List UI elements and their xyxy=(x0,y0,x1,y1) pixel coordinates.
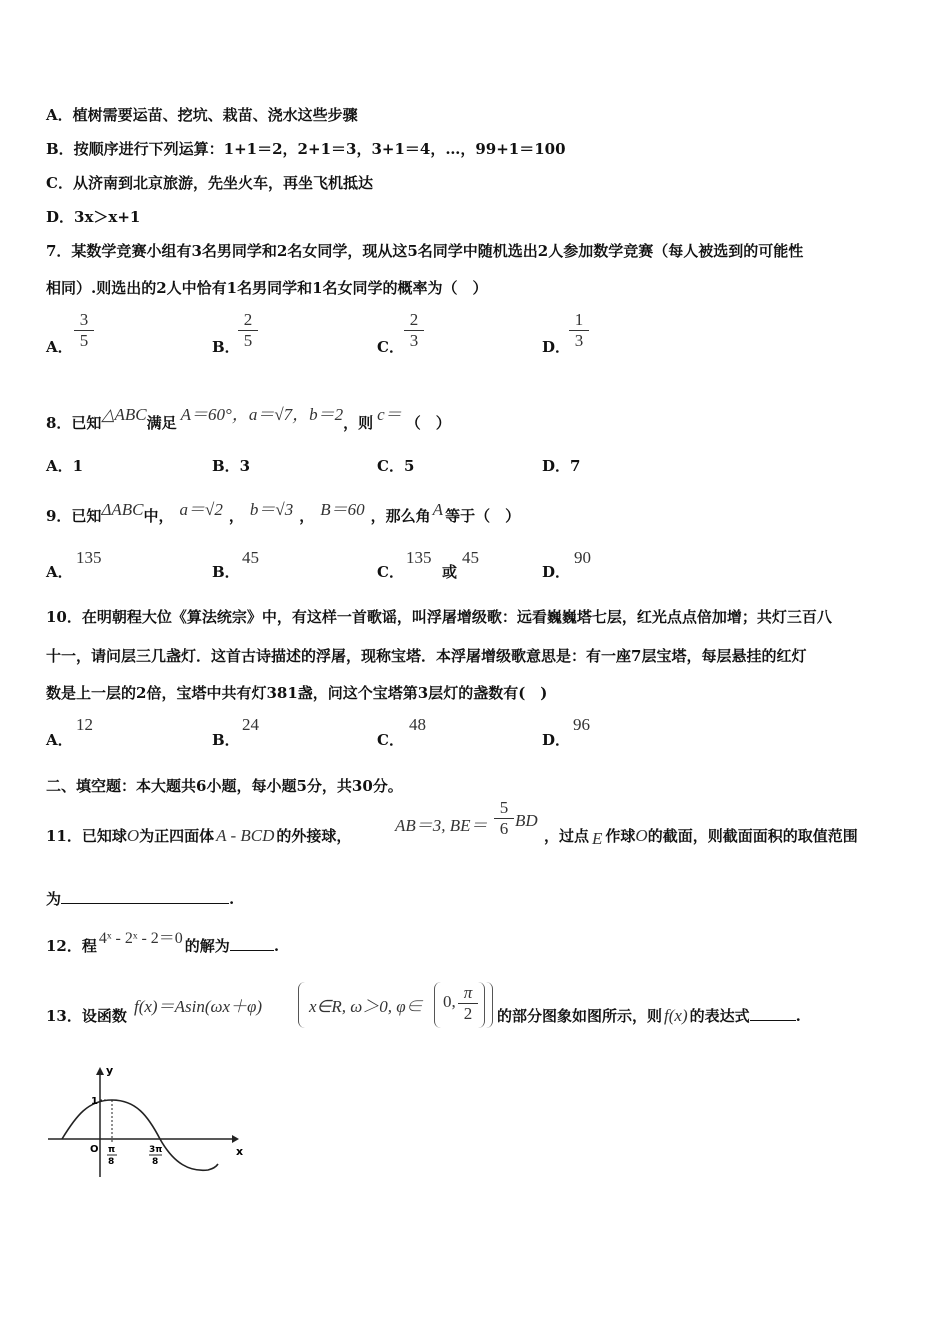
q10-option-a-label: A． xyxy=(46,731,73,749)
q11-answer-prefix: 为 xyxy=(46,890,62,908)
q8-ask: c＝ xyxy=(377,405,402,424)
q13-condition: x∈R, ω＞0, φ∈ xyxy=(309,997,423,1016)
denominator: 2 xyxy=(463,1004,473,1023)
q10-option-d-label: D． xyxy=(542,731,571,749)
q9-stem: 9．已知ΔABC中， a＝√2 ， b＝√3 ， B＝60 ，那么角 A 等于（ ） xyxy=(46,500,521,525)
tick1-numerator: π xyxy=(108,1145,116,1155)
q11-sphere-o2: O xyxy=(635,826,648,845)
q7-stem-line1: 7．某数学竞赛小组有3名男同学和2名女同学，现从这5名同学中随机选出2人参加数学竞赛（每人被选到的可能性 xyxy=(46,242,804,260)
q7-option-d-label: D． xyxy=(542,338,571,356)
q9-var-a: A xyxy=(432,500,444,519)
q9-option-a-value: 135 xyxy=(76,548,102,567)
q11-tetrahedron: A - BCD xyxy=(216,826,275,845)
q11-part6: 的截面，则截面面积的取值范围 xyxy=(647,827,858,845)
q8-paren: （ ） xyxy=(405,414,451,432)
q8-option-d: D．7 xyxy=(542,457,581,475)
q8-suffix: ，则 xyxy=(343,414,374,432)
q6-option-a: A．植树需要运苗、挖坑、栽苗、浇水这些步骤 xyxy=(46,106,358,124)
origin-label: O xyxy=(90,1144,99,1155)
tick2-denominator: 8 xyxy=(152,1157,159,1167)
q10-option-b-value: 24 xyxy=(242,715,259,734)
q13-answer-blank[interactable] xyxy=(750,1019,796,1021)
denominator: 5 xyxy=(243,331,253,350)
q12-part2: 的解为 xyxy=(184,937,230,955)
q13-end: . xyxy=(795,1007,801,1025)
q13-part2: 的部分图象如图所示，则 xyxy=(497,1007,663,1025)
q13-left-paren xyxy=(298,982,305,1028)
q7-stem-line2: 相同）.则选出的2人中恰有1名男同学和1名女同学的概率为（ ） xyxy=(46,279,488,297)
q9-suffix: ，那么角 xyxy=(370,507,431,525)
tick2-numerator: 3π xyxy=(149,1145,163,1155)
q8-mid: 满足 xyxy=(146,414,177,432)
q8-option-b: B．3 xyxy=(212,457,251,475)
q13-inner-right-paren xyxy=(478,982,485,1028)
q10-stem-line3: 数是上一层的2倍，宝塔中共有灯381盏，问这个宝塔第3层灯的盏数有( ) xyxy=(46,684,548,702)
q10-stem-line1: 10．在明朝程大位《算法统宗》中，有这样一首歌谣，叫浮屠增级歌：远看巍巍塔七层，红光点点倍加增；共灯三百八 xyxy=(46,608,832,626)
q9-mid: 中， xyxy=(143,507,174,525)
q7-option-b-fraction xyxy=(238,311,258,350)
q12-part1: 12．程 xyxy=(46,937,97,955)
sine-graph xyxy=(40,1060,245,1185)
q13-stem-tail xyxy=(497,1005,801,1026)
q13-interval-zero: 0, xyxy=(443,992,456,1011)
q9-side-b: b＝√3 xyxy=(249,500,294,519)
numerator: 1 xyxy=(574,310,584,329)
q8-stem xyxy=(46,405,451,433)
q11-part2: 为正四面体 xyxy=(139,827,215,845)
q9-option-b-value: 45 xyxy=(242,548,259,567)
q11-answer-end: . xyxy=(229,890,235,908)
q9-option-c-label: C． xyxy=(377,563,404,581)
numerator: 2 xyxy=(409,310,419,329)
q9-option-a-label: A． xyxy=(46,563,73,581)
q8-condition: A＝60°，a＝√7，b＝2 xyxy=(180,405,344,424)
q12-answer-blank[interactable] xyxy=(230,949,274,951)
q9-option-c-value2: 45 xyxy=(462,548,479,567)
q9-triangle: ΔABC xyxy=(101,500,144,519)
q10-stem-line2: 十一，请问层三几盏灯．这首古诗描述的浮屠，现称宝塔．本浮屠增级歌意思是：有一座7层宝塔，每层悬挂的红灯 xyxy=(46,647,807,665)
q11-bd: BD xyxy=(515,811,538,830)
denominator: 6 xyxy=(499,819,509,838)
q8-option-c: C．5 xyxy=(377,457,415,475)
tick1-denominator: 8 xyxy=(108,1157,115,1167)
q12-equation: 4ˣ - 2ˣ - 2＝0 xyxy=(98,930,183,947)
q13-fx: f(x) xyxy=(664,1006,688,1025)
q11-part5: 作球 xyxy=(605,827,636,845)
q11-point-e: E xyxy=(592,829,603,848)
q13-fraction xyxy=(458,984,478,1023)
q9-end: 等于（ ） xyxy=(445,507,521,525)
q7-option-c-fraction xyxy=(404,311,424,350)
q8-option-a: A．1 xyxy=(46,457,84,475)
x-label: x xyxy=(236,1145,244,1158)
q12-end: . xyxy=(273,937,280,955)
one-label: 1 xyxy=(91,1096,98,1107)
denominator: 3 xyxy=(574,331,584,350)
y-axis-arrow xyxy=(96,1067,104,1075)
q11-part4: ，过点 xyxy=(544,827,590,845)
q8-prefix: 8．已知 xyxy=(46,414,102,432)
q10-option-b-label: B． xyxy=(212,731,240,749)
q13-stem-prefix: 13．设函数 xyxy=(46,1007,127,1025)
section-heading: 二、填空题：本大题共6小题，每小题5分，共30分。 xyxy=(46,777,403,795)
q6-option-b: B．按顺序进行下列运算：1+1＝2，2+1＝3，3+1＝4，…，99+1＝100 xyxy=(46,140,566,158)
q11-sphere-o: O xyxy=(126,826,140,845)
q12-stem xyxy=(46,930,280,956)
denominator: 5 xyxy=(79,331,89,350)
q9-angle-b: B＝60 xyxy=(320,500,365,519)
x-axis-arrow xyxy=(232,1135,239,1143)
q9-option-c-value: 135 xyxy=(406,548,432,567)
q7-option-b-label: B． xyxy=(212,338,240,356)
q13-inner-left-paren xyxy=(434,982,441,1028)
q10-option-c-label: C． xyxy=(377,731,404,749)
sine-curve xyxy=(62,1100,218,1170)
q9-option-b-label: B． xyxy=(212,563,240,581)
q7-option-d-fraction xyxy=(569,311,589,350)
q9-option-c-or: 或 xyxy=(442,563,458,581)
numerator: π xyxy=(463,983,473,1002)
y-label: y xyxy=(106,1064,114,1077)
q11-part1: 11．已知球 xyxy=(46,827,127,845)
q9-option-d-label: D． xyxy=(542,563,571,581)
q9-option-d-value: 90 xyxy=(574,548,591,567)
q6-option-c: C．从济南到北京旅游，先坐火车，再坐飞机抵达 xyxy=(46,174,373,192)
q6-option-d: D．3x＞x+1 xyxy=(46,208,141,226)
q11-stem xyxy=(46,825,351,846)
denominator: 3 xyxy=(409,331,419,350)
q13-function: f(x)＝Asin(ωx＋φ) xyxy=(134,997,263,1016)
q10-option-d-value: 96 xyxy=(573,715,590,734)
q11-answer-blank[interactable] xyxy=(61,902,229,904)
q8-triangle: △ABC xyxy=(101,405,147,424)
q10-option-c-value: 48 xyxy=(409,715,426,734)
q7-option-a-label: A． xyxy=(46,338,73,356)
q11-stem-tail xyxy=(544,825,858,846)
q11-part3: 的外接球， xyxy=(276,827,352,845)
numerator: 3 xyxy=(79,310,89,329)
q9-prefix: 9．已知 xyxy=(46,507,102,525)
q7-option-a-fraction xyxy=(74,311,94,350)
q13-part3: 的表达式 xyxy=(689,1007,750,1025)
numerator: 2 xyxy=(243,310,253,329)
numerator: 5 xyxy=(499,798,509,817)
q11-fraction xyxy=(494,799,514,838)
q7-option-c-label: C． xyxy=(377,338,404,356)
q10-option-a-value: 12 xyxy=(76,715,93,734)
q13-right-paren xyxy=(486,982,493,1028)
q9-side-a: a＝√2 xyxy=(179,500,223,519)
q11-answer-line xyxy=(46,888,234,909)
q11-condition: AB＝3, BE＝ xyxy=(395,816,488,835)
